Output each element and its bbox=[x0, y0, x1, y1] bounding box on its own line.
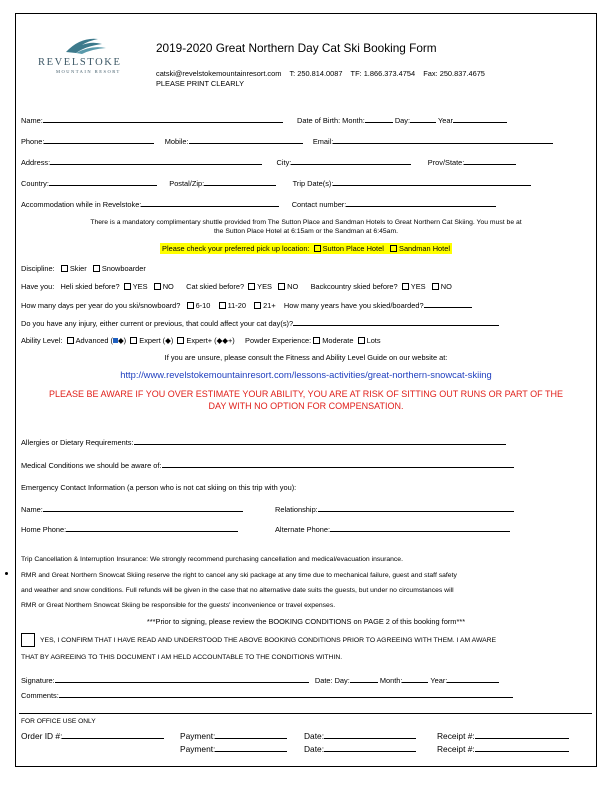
address-label: Address: bbox=[21, 158, 51, 167]
backcountry-yes-label: YES bbox=[410, 282, 426, 291]
cat-label: Cat skied before? bbox=[186, 282, 245, 291]
form-title: 2019-2020 Great Northern Day Cat Ski Booking Form bbox=[156, 41, 437, 55]
emergency-name-field[interactable] bbox=[43, 504, 243, 512]
days-11-20-checkbox[interactable] bbox=[219, 302, 226, 309]
receipt-label-1: Receipt #: bbox=[437, 731, 475, 741]
allergies-field[interactable] bbox=[134, 437, 506, 445]
snowboarder-label: Snowboarder bbox=[101, 264, 146, 273]
lots-label: Lots bbox=[366, 336, 381, 345]
heli-yes-checkbox[interactable] bbox=[124, 283, 131, 290]
snowboarder-checkbox[interactable] bbox=[93, 265, 100, 272]
comments-label: Comments: bbox=[21, 691, 59, 700]
name-field[interactable] bbox=[43, 115, 283, 123]
heli-yes-label: YES bbox=[132, 282, 148, 291]
skier-checkbox[interactable] bbox=[61, 265, 68, 272]
office-date-label-1: Date: bbox=[304, 731, 325, 741]
print-notice: PLEASE PRINT CLEARLY bbox=[156, 79, 245, 88]
sign-year-field[interactable] bbox=[447, 675, 499, 683]
pickup-prompt: Please check your preferred pick up location: bbox=[162, 244, 310, 253]
prov-field[interactable] bbox=[464, 157, 516, 165]
days-6-10-checkbox[interactable] bbox=[187, 302, 194, 309]
accommodation-label: Accommodation while in Revelstoke: bbox=[21, 200, 142, 209]
powder-label: Powder Experience: bbox=[245, 336, 312, 345]
comments-field[interactable] bbox=[59, 690, 513, 698]
phone-field[interactable] bbox=[44, 136, 154, 144]
logo-wordmark: REVELSTOKE bbox=[38, 57, 122, 68]
discipline-label: Discipline: bbox=[21, 264, 55, 273]
years-field[interactable] bbox=[424, 300, 472, 308]
ability-label: Ability Level: bbox=[21, 336, 63, 345]
postal-label: Postal/Zip: bbox=[169, 179, 205, 188]
receipt-row-2 bbox=[437, 744, 569, 754]
office-date-row-2 bbox=[304, 744, 416, 754]
email-label: Email: bbox=[312, 137, 334, 146]
cat-yes-checkbox[interactable] bbox=[248, 283, 255, 290]
years-label: How many years have you skied/boarded? bbox=[283, 301, 424, 310]
sutton-place-label: Sutton Place Hotel bbox=[322, 244, 384, 253]
mountain-logo-icon bbox=[36, 33, 128, 57]
fitness-guide-link[interactable]: http://www.revelstokemountainresort.com/lessons-activities/great-northern-snowcat-skiing bbox=[120, 369, 492, 380]
advanced-label-end: ◆) bbox=[118, 336, 127, 345]
phone-label: Phone: bbox=[21, 137, 45, 146]
sign-date-label: Date: Day: bbox=[314, 676, 350, 685]
expert-plus-label: Expert+ (◆◆+) bbox=[186, 336, 235, 345]
receipt-label-2: Receipt #: bbox=[437, 744, 475, 754]
signature-label: Signature: bbox=[21, 676, 55, 685]
dob-day-label: Day: bbox=[394, 116, 411, 125]
heli-label: Heli skied before? bbox=[60, 282, 120, 291]
dob-month-label: Date of Birth: Month: bbox=[297, 116, 365, 125]
cancel-line3: and weather and snow conditions. Full refunds will be given in the case that no alternative date suits the guests, but under no circumstances will bbox=[21, 587, 454, 594]
accommodation-field[interactable] bbox=[141, 199, 279, 207]
city-field[interactable] bbox=[291, 157, 411, 165]
cancel-line1: Trip Cancellation & Interruption Insurance: We strongly recommend purchasing cancellation and medical/evacuation insurance. bbox=[21, 556, 403, 563]
mobile-label: Mobile: bbox=[164, 137, 189, 146]
receipt-row-1 bbox=[437, 731, 569, 741]
cancel-line4: RMR or Great Northern Snowcat Skiing be responsible for the guests' inconvenience or travel expenses. bbox=[21, 602, 336, 609]
prior-signing-note: ***Prior to signing, please review the BOOKING CONDITIONS on PAGE 2 of this booking form*** bbox=[146, 617, 466, 626]
relationship-field[interactable] bbox=[318, 504, 514, 512]
days-6-10-label: 6-10 bbox=[195, 301, 211, 310]
medical-row bbox=[21, 460, 514, 470]
order-id-label: Order ID #: bbox=[21, 731, 63, 741]
home-phone-label: Home Phone: bbox=[21, 525, 67, 534]
warning-line2: DAY WITH NO OPTION FOR COMPENSATION. bbox=[208, 401, 404, 411]
advanced-checkbox[interactable] bbox=[67, 337, 74, 344]
contact-number-field[interactable] bbox=[346, 199, 496, 207]
confirm-checkbox[interactable] bbox=[21, 633, 35, 647]
receipt-field-1[interactable] bbox=[475, 731, 569, 739]
cancel-line2: RMR and Great Northern Snowcat Skiing reserve the right to cancel any ski package at any time due to mechanical failure, guest and staff safety bbox=[21, 572, 457, 579]
home-phone-field[interactable] bbox=[66, 524, 238, 532]
have-you-label: Have you: bbox=[21, 282, 55, 291]
backcountry-no-checkbox[interactable] bbox=[432, 283, 439, 290]
postal-field[interactable] bbox=[204, 178, 276, 186]
shuttle-info-line1: There is a mandatory complimentary shuttle provided from The Sutton Place and Sandman Hotels to Great Northern Cat Skiing. You must be at bbox=[90, 219, 522, 226]
dob-row bbox=[297, 115, 507, 125]
phone-row bbox=[21, 136, 553, 146]
order-id-field[interactable] bbox=[62, 731, 164, 739]
backcountry-label: Backcountry skied before? bbox=[310, 282, 398, 291]
unsure-text: If you are unsure, please consult the Fitness and Ability Level Guide on our website at: bbox=[164, 353, 448, 362]
advanced-label: Advanced ( bbox=[75, 336, 113, 345]
confirm-line2: THAT BY AGREEING TO THIS DOCUMENT I AM HELD ACCOUNTABLE TO THE CONDITIONS WITHIN. bbox=[21, 654, 343, 661]
signature-row bbox=[21, 675, 499, 685]
city-label: City: bbox=[276, 158, 292, 167]
contact-number-label: Contact number: bbox=[291, 200, 347, 209]
trip-dates-field[interactable] bbox=[333, 178, 531, 186]
days-label: How many days per year do you ski/snowboard? bbox=[21, 301, 181, 310]
ability-row bbox=[21, 336, 381, 345]
name-label: Name: bbox=[21, 116, 43, 125]
injury-row bbox=[21, 318, 499, 328]
warning-line1: PLEASE BE AWARE IF YOU OVER ESTIMATE YOUR ABILITY, YOU ARE AT RISK OF SITTING OUT RUNS OR PART OF THE bbox=[49, 389, 563, 399]
comments-row bbox=[21, 690, 513, 700]
office-title: FOR OFFICE USE ONLY bbox=[21, 718, 96, 725]
logo-subtitle: MOUNTAIN RESORT bbox=[56, 69, 121, 74]
contact-info: catski@revelstokemountainresort.com T: 250.814.0087 TF: 1.866.373.4754 Fax: 250.837.4675 bbox=[156, 69, 485, 78]
sign-month-field[interactable] bbox=[402, 675, 428, 683]
address-field[interactable] bbox=[50, 157, 262, 165]
prov-label: Prov/State: bbox=[427, 158, 465, 167]
relationship-label: Relationship: bbox=[275, 505, 318, 514]
medical-label: Medical Conditions we should be aware of: bbox=[21, 461, 162, 470]
injury-label: Do you have any injury, either current or previous, that could affect your cat day(s)? bbox=[21, 319, 294, 328]
alt-phone-label: Alternate Phone: bbox=[275, 525, 331, 534]
sandman-checkbox[interactable] bbox=[390, 245, 397, 252]
emergency-name-label: Name: bbox=[21, 505, 43, 514]
dob-year-label: Year bbox=[437, 116, 453, 125]
order-id-row bbox=[21, 731, 164, 741]
allergies-row bbox=[21, 437, 506, 447]
receipt-field-2[interactable] bbox=[475, 744, 569, 752]
moderate-checkbox[interactable] bbox=[313, 337, 320, 344]
country-label: Country: bbox=[21, 179, 49, 188]
trip-dates-label: Trip Date(s): bbox=[292, 179, 334, 188]
office-date-field-1[interactable] bbox=[324, 731, 416, 739]
discipline-row bbox=[21, 264, 146, 273]
pickup-row bbox=[15, 244, 597, 253]
expert-plus-checkbox[interactable] bbox=[177, 337, 184, 344]
alt-phone-field[interactable] bbox=[330, 524, 510, 532]
experience-row bbox=[21, 282, 452, 291]
accommodation-row bbox=[21, 199, 496, 209]
expert-checkbox[interactable] bbox=[130, 337, 137, 344]
name-row bbox=[21, 115, 283, 125]
sign-day-field[interactable] bbox=[350, 675, 378, 683]
confirm-line1: YES, I CONFIRM THAT I HAVE READ AND UNDERSTOOD THE ABOVE BOOKING CONDITIONS PRIOR TO AGREEING WITH THEM. I AM AWARE bbox=[40, 637, 497, 644]
cat-no-checkbox[interactable] bbox=[278, 283, 285, 290]
moderate-label: Moderate bbox=[322, 336, 354, 345]
payment-label-2: Payment: bbox=[180, 744, 216, 754]
mobile-field[interactable] bbox=[189, 136, 303, 144]
email-field[interactable] bbox=[333, 136, 553, 144]
injury-field[interactable] bbox=[293, 318, 499, 326]
emergency-name-row bbox=[21, 504, 243, 514]
days-11-20-label: 11-20 bbox=[227, 301, 246, 310]
signature-field[interactable] bbox=[55, 675, 309, 683]
bullet-icon bbox=[5, 572, 8, 575]
sign-month-label: Month: bbox=[379, 676, 403, 685]
revelstoke-logo bbox=[36, 33, 128, 77]
home-phone-row bbox=[21, 524, 238, 534]
alt-phone-row bbox=[275, 524, 510, 534]
office-divider bbox=[19, 713, 592, 714]
backcountry-yes-checkbox[interactable] bbox=[402, 283, 409, 290]
allergies-label: Allergies or Dietary Requirements: bbox=[21, 438, 134, 447]
relationship-row bbox=[275, 504, 514, 514]
heli-no-checkbox[interactable] bbox=[154, 283, 161, 290]
country-field[interactable] bbox=[49, 178, 157, 186]
sutton-place-checkbox[interactable] bbox=[314, 245, 321, 252]
dob-year-field[interactable] bbox=[453, 115, 507, 123]
country-row bbox=[21, 178, 531, 188]
skier-label: Skier bbox=[69, 264, 87, 273]
emergency-title: Emergency Contact Information (a person who is not cat skiing on this trip with you): bbox=[21, 483, 297, 492]
office-date-row-1 bbox=[304, 731, 416, 741]
sign-year-label: Year: bbox=[430, 676, 448, 685]
office-date-label-2: Date: bbox=[304, 744, 325, 754]
cat-yes-label: YES bbox=[257, 282, 272, 291]
backcountry-no-label: NO bbox=[440, 282, 452, 291]
cat-no-label: NO bbox=[287, 282, 299, 291]
payment-field-2[interactable] bbox=[215, 744, 287, 752]
medical-field[interactable] bbox=[162, 460, 514, 468]
payment-label-1: Payment: bbox=[180, 731, 216, 741]
days-row bbox=[21, 300, 472, 310]
days-21-label: 21+ bbox=[263, 301, 276, 310]
sandman-label: Sandman Hotel bbox=[399, 244, 450, 253]
payment-row-2 bbox=[180, 744, 287, 754]
dob-month-field[interactable] bbox=[365, 115, 393, 123]
heli-no-label: NO bbox=[162, 282, 174, 291]
payment-field-1[interactable] bbox=[215, 731, 287, 739]
shuttle-info-line2: the Sutton Place Hotel at 6:15am or the Sandman at 6:45am. bbox=[213, 228, 398, 235]
payment-row-1 bbox=[180, 731, 287, 741]
dob-day-field[interactable] bbox=[410, 115, 436, 123]
address-row bbox=[21, 157, 516, 167]
lots-checkbox[interactable] bbox=[358, 337, 365, 344]
office-date-field-2[interactable] bbox=[324, 744, 416, 752]
expert-label: Expert (◆) bbox=[139, 336, 174, 345]
days-21-checkbox[interactable] bbox=[254, 302, 261, 309]
